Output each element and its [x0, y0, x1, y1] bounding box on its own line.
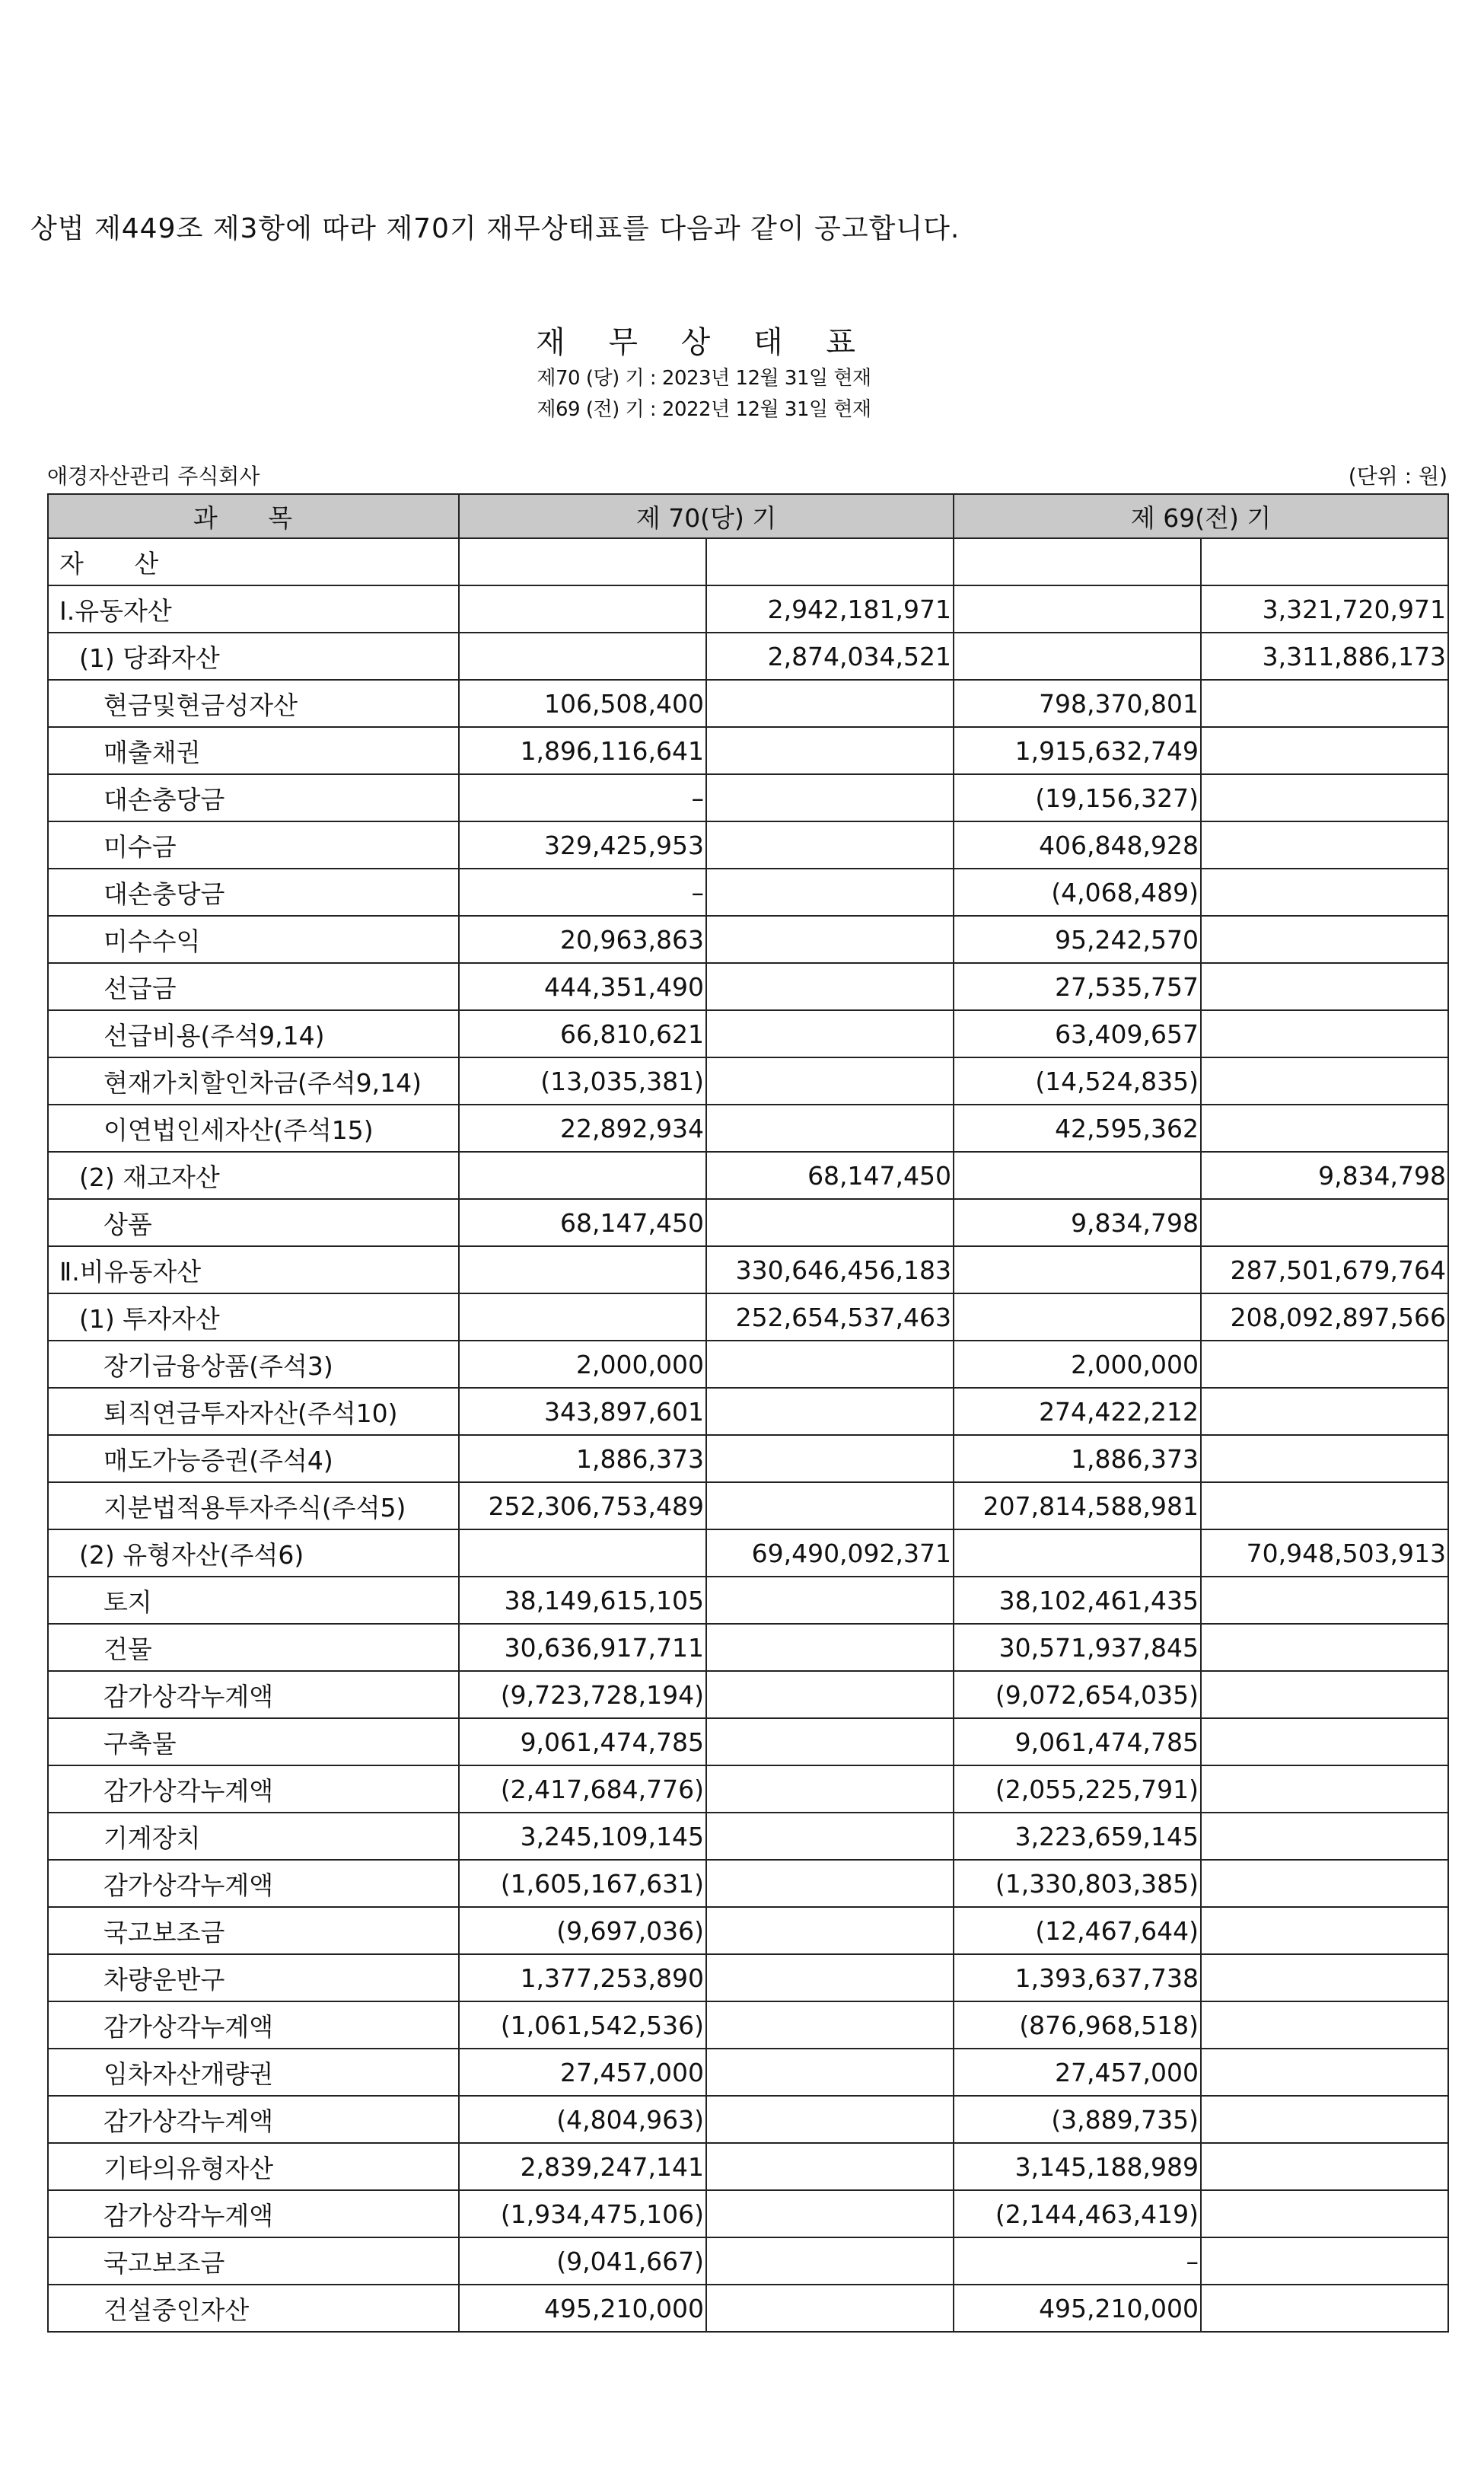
row-label: (2) 유형자산(주석6)	[48, 1529, 459, 1577]
table-row	[48, 1954, 1448, 2001]
row-label: 감가상각누계액	[48, 1765, 459, 1813]
table-row	[48, 1199, 1448, 1246]
current-subtotal-amount	[706, 1718, 954, 1765]
prior-detail-amount: (9,072,654,035)	[954, 1671, 1201, 1718]
row-label: 임차자산개량권	[48, 2049, 459, 2096]
period-prior: 제69 (전) 기 : 2022년 12월 31일 현재	[537, 398, 871, 421]
table-row	[48, 774, 1448, 821]
prior-detail-amount: 42,595,362	[954, 1105, 1201, 1152]
prior-detail-amount: (2,144,463,419)	[954, 2190, 1201, 2237]
prior-subtotal-amount	[1201, 2096, 1448, 2143]
row-label: 기계장치	[48, 1813, 459, 1860]
prior-subtotal-amount	[1201, 774, 1448, 821]
current-subtotal-amount	[706, 2143, 954, 2190]
table-row	[48, 2049, 1448, 2096]
prior-subtotal-amount	[1201, 1860, 1448, 1907]
table-row	[48, 2285, 1448, 2332]
prior-subtotal-amount	[1201, 821, 1448, 869]
table-row	[48, 1718, 1448, 1765]
table-row	[48, 1341, 1448, 1388]
row-label: 퇴직연금투자자산(주석10)	[48, 1388, 459, 1435]
row-label: 이연법인세자산(주석15)	[48, 1105, 459, 1152]
prior-detail-amount: 495,210,000	[954, 2285, 1201, 2332]
row-label: 건설중인자산	[48, 2285, 459, 2332]
prior-detail-amount: 9,834,798	[954, 1199, 1201, 1246]
current-detail-amount	[459, 1529, 706, 1577]
table-row	[48, 1388, 1448, 1435]
current-subtotal-amount	[706, 1199, 954, 1246]
prior-subtotal-amount	[1201, 680, 1448, 727]
row-label: 미수금	[48, 821, 459, 869]
current-detail-amount: (1,605,167,631)	[459, 1860, 706, 1907]
row-label: 대손충당금	[48, 774, 459, 821]
prior-subtotal-amount	[1201, 1010, 1448, 1057]
prior-subtotal-amount	[1201, 1624, 1448, 1671]
table-row	[48, 1293, 1448, 1341]
prior-detail-amount: 27,457,000	[954, 2049, 1201, 2096]
current-detail-amount: 495,210,000	[459, 2285, 706, 2332]
row-label: 현금및현금성자산	[48, 680, 459, 727]
prior-subtotal-amount	[1201, 1199, 1448, 1246]
current-subtotal-amount	[706, 2049, 954, 2096]
current-detail-amount: (1,934,475,106)	[459, 2190, 706, 2237]
current-subtotal-amount: 252,654,537,463	[706, 1293, 954, 1341]
current-subtotal-amount	[706, 2001, 954, 2049]
current-subtotal-amount	[706, 1010, 954, 1057]
public-notice-text: 상법 제449조 제3항에 따라 제70기 재무상태표를 다음과 같이 공고합니다.	[30, 213, 960, 244]
prior-subtotal-amount	[1201, 1813, 1448, 1860]
table-row	[48, 1577, 1448, 1624]
current-detail-amount: 38,149,615,105	[459, 1577, 706, 1624]
prior-detail-amount: (14,524,835)	[954, 1057, 1201, 1105]
current-subtotal-amount	[706, 727, 954, 774]
table-row	[48, 680, 1448, 727]
prior-detail-amount	[954, 538, 1201, 585]
row-label: 국고보조금	[48, 2237, 459, 2285]
table-row	[48, 2190, 1448, 2237]
prior-detail-amount: (4,068,489)	[954, 869, 1201, 916]
row-label: 감가상각누계액	[48, 1671, 459, 1718]
document-title: 재 무 상 태 표	[535, 325, 873, 360]
row-label: 선급금	[48, 963, 459, 1010]
current-subtotal-amount	[706, 1860, 954, 1907]
current-detail-amount: (4,804,963)	[459, 2096, 706, 2143]
prior-subtotal-amount	[1201, 1577, 1448, 1624]
prior-subtotal-amount	[1201, 916, 1448, 963]
prior-detail-amount	[954, 1152, 1201, 1199]
prior-subtotal-amount	[1201, 2190, 1448, 2237]
table-row	[48, 1671, 1448, 1718]
row-label: 감가상각누계액	[48, 1860, 459, 1907]
prior-detail-amount: 63,409,657	[954, 1010, 1201, 1057]
row-label: 기타의유형자산	[48, 2143, 459, 2190]
prior-subtotal-amount: 3,321,720,971	[1201, 585, 1448, 633]
prior-detail-amount: 3,145,188,989	[954, 2143, 1201, 2190]
row-label: Ⅰ.유동자산	[48, 585, 459, 633]
current-detail-amount: (2,417,684,776)	[459, 1765, 706, 1813]
prior-subtotal-amount: 3,311,886,173	[1201, 633, 1448, 680]
current-detail-amount: 343,897,601	[459, 1388, 706, 1435]
header-prior-period: 제 69(전) 기	[954, 494, 1448, 538]
prior-subtotal-amount	[1201, 1671, 1448, 1718]
row-label: 토지	[48, 1577, 459, 1624]
row-label: 감가상각누계액	[48, 2190, 459, 2237]
prior-subtotal-amount	[1201, 1057, 1448, 1105]
current-detail-amount: 1,886,373	[459, 1435, 706, 1482]
current-detail-amount: –	[459, 774, 706, 821]
current-detail-amount	[459, 538, 706, 585]
current-detail-amount: 1,377,253,890	[459, 1954, 706, 2001]
prior-subtotal-amount	[1201, 1435, 1448, 1482]
table-row	[48, 963, 1448, 1010]
prior-detail-amount: (876,968,518)	[954, 2001, 1201, 2049]
company-name: 애경자산관리 주식회사	[47, 464, 260, 489]
table-row	[48, 1152, 1448, 1199]
prior-subtotal-amount	[1201, 1765, 1448, 1813]
table-row	[48, 1057, 1448, 1105]
prior-subtotal-amount	[1201, 1907, 1448, 1954]
current-subtotal-amount	[706, 2237, 954, 2285]
table-row	[48, 1482, 1448, 1529]
current-detail-amount: (9,697,036)	[459, 1907, 706, 1954]
current-subtotal-amount: 2,874,034,521	[706, 633, 954, 680]
table-row	[48, 2237, 1448, 2285]
table-row	[48, 1624, 1448, 1671]
row-label: 자 산	[48, 538, 459, 585]
prior-subtotal-amount: 70,948,503,913	[1201, 1529, 1448, 1577]
row-label: (1) 투자자산	[48, 1293, 459, 1341]
current-subtotal-amount	[706, 1105, 954, 1152]
prior-detail-amount: 274,422,212	[954, 1388, 1201, 1435]
row-label: (2) 재고자산	[48, 1152, 459, 1199]
current-detail-amount: (1,061,542,536)	[459, 2001, 706, 2049]
prior-subtotal-amount	[1201, 2143, 1448, 2190]
table-row	[48, 1813, 1448, 1860]
current-subtotal-amount: 68,147,450	[706, 1152, 954, 1199]
table-row	[48, 1246, 1448, 1293]
current-subtotal-amount	[706, 1341, 954, 1388]
prior-detail-amount: 1,915,632,749	[954, 727, 1201, 774]
prior-detail-amount: 2,000,000	[954, 1341, 1201, 1388]
prior-subtotal-amount: 287,501,679,764	[1201, 1246, 1448, 1293]
current-detail-amount: 444,351,490	[459, 963, 706, 1010]
current-subtotal-amount	[706, 2096, 954, 2143]
table-row	[48, 821, 1448, 869]
current-subtotal-amount: 330,646,456,183	[706, 1246, 954, 1293]
table-row	[48, 633, 1448, 680]
table-row	[48, 1010, 1448, 1057]
prior-subtotal-amount	[1201, 1388, 1448, 1435]
row-label: 상품	[48, 1199, 459, 1246]
table-row	[48, 1765, 1448, 1813]
current-subtotal-amount	[706, 1435, 954, 1482]
prior-detail-amount: 1,886,373	[954, 1435, 1201, 1482]
table-row	[48, 2143, 1448, 2190]
current-detail-amount: 252,306,753,489	[459, 1482, 706, 1529]
current-subtotal-amount	[706, 538, 954, 585]
current-detail-amount: (9,041,667)	[459, 2237, 706, 2285]
current-subtotal-amount: 2,942,181,971	[706, 585, 954, 633]
row-label: 감가상각누계액	[48, 2096, 459, 2143]
prior-detail-amount	[954, 633, 1201, 680]
current-detail-amount	[459, 585, 706, 633]
current-subtotal-amount	[706, 2190, 954, 2237]
row-label: 장기금융상품(주석3)	[48, 1341, 459, 1388]
row-label: 국고보조금	[48, 1907, 459, 1954]
prior-subtotal-amount: 9,834,798	[1201, 1152, 1448, 1199]
prior-detail-amount: 9,061,474,785	[954, 1718, 1201, 1765]
prior-subtotal-amount	[1201, 1954, 1448, 2001]
current-subtotal-amount	[706, 1577, 954, 1624]
prior-detail-amount: (3,889,735)	[954, 2096, 1201, 2143]
prior-subtotal-amount	[1201, 538, 1448, 585]
prior-detail-amount: 30,571,937,845	[954, 1624, 1201, 1671]
prior-detail-amount: (12,467,644)	[954, 1907, 1201, 1954]
prior-subtotal-amount	[1201, 1482, 1448, 1529]
table-row	[48, 585, 1448, 633]
table-row	[48, 2001, 1448, 2049]
table-row	[48, 727, 1448, 774]
current-subtotal-amount	[706, 774, 954, 821]
table-row	[48, 916, 1448, 963]
prior-detail-amount: (19,156,327)	[954, 774, 1201, 821]
current-detail-amount: –	[459, 869, 706, 916]
current-detail-amount	[459, 1293, 706, 1341]
current-detail-amount: 2,000,000	[459, 1341, 706, 1388]
current-detail-amount: (9,723,728,194)	[459, 1671, 706, 1718]
row-label: 대손충당금	[48, 869, 459, 916]
current-subtotal-amount: 69,490,092,371	[706, 1529, 954, 1577]
current-detail-amount: 30,636,917,711	[459, 1624, 706, 1671]
row-label: 지분법적용투자주식(주석5)	[48, 1482, 459, 1529]
prior-detail-amount: –	[954, 2237, 1201, 2285]
prior-detail-amount: (2,055,225,791)	[954, 1765, 1201, 1813]
prior-subtotal-amount	[1201, 2285, 1448, 2332]
current-subtotal-amount	[706, 821, 954, 869]
current-detail-amount: 22,892,934	[459, 1105, 706, 1152]
prior-detail-amount: 207,814,588,981	[954, 1482, 1201, 1529]
prior-detail-amount: 1,393,637,738	[954, 1954, 1201, 2001]
current-subtotal-amount	[706, 1954, 954, 2001]
prior-subtotal-amount	[1201, 869, 1448, 916]
header-current-period: 제 70(당) 기	[459, 494, 954, 538]
prior-subtotal-amount	[1201, 1341, 1448, 1388]
unit-label: (단위 : 원)	[1348, 464, 1447, 489]
current-detail-amount: 3,245,109,145	[459, 1813, 706, 1860]
current-subtotal-amount	[706, 1813, 954, 1860]
current-detail-amount	[459, 633, 706, 680]
current-subtotal-amount	[706, 2285, 954, 2332]
period-current: 제70 (당) 기 : 2023년 12월 31일 현재	[537, 367, 871, 390]
prior-subtotal-amount	[1201, 727, 1448, 774]
prior-detail-amount	[954, 585, 1201, 633]
prior-detail-amount	[954, 1529, 1201, 1577]
current-subtotal-amount	[706, 963, 954, 1010]
row-label: 구축물	[48, 1718, 459, 1765]
current-detail-amount: 329,425,953	[459, 821, 706, 869]
prior-detail-amount	[954, 1246, 1201, 1293]
current-detail-amount: 66,810,621	[459, 1010, 706, 1057]
current-detail-amount	[459, 1152, 706, 1199]
current-subtotal-amount	[706, 1765, 954, 1813]
prior-subtotal-amount: 208,092,897,566	[1201, 1293, 1448, 1341]
row-label: 차량운반구	[48, 1954, 459, 2001]
current-subtotal-amount	[706, 1671, 954, 1718]
current-subtotal-amount	[706, 1624, 954, 1671]
prior-detail-amount	[954, 1293, 1201, 1341]
row-label: 매출채권	[48, 727, 459, 774]
prior-detail-amount: (1,330,803,385)	[954, 1860, 1201, 1907]
prior-detail-amount: 27,535,757	[954, 963, 1201, 1010]
current-detail-amount: 27,457,000	[459, 2049, 706, 2096]
prior-subtotal-amount	[1201, 2049, 1448, 2096]
row-label: (1) 당좌자산	[48, 633, 459, 680]
prior-subtotal-amount	[1201, 2001, 1448, 2049]
current-detail-amount: 9,061,474,785	[459, 1718, 706, 1765]
prior-detail-amount: 3,223,659,145	[954, 1813, 1201, 1860]
current-detail-amount: 2,839,247,141	[459, 2143, 706, 2190]
row-label: 건물	[48, 1624, 459, 1671]
prior-detail-amount: 798,370,801	[954, 680, 1201, 727]
current-detail-amount: 1,896,116,641	[459, 727, 706, 774]
table-row	[48, 869, 1448, 916]
prior-subtotal-amount	[1201, 963, 1448, 1010]
table-row	[48, 2096, 1448, 2143]
prior-detail-amount: 95,242,570	[954, 916, 1201, 963]
current-detail-amount: 20,963,863	[459, 916, 706, 963]
current-detail-amount	[459, 1246, 706, 1293]
row-label: 선급비용(주석9,14)	[48, 1010, 459, 1057]
prior-detail-amount: 406,848,928	[954, 821, 1201, 869]
row-label: 현재가치할인차금(주석9,14)	[48, 1057, 459, 1105]
table-row	[48, 538, 1448, 585]
header-item: 과 목	[48, 494, 459, 538]
prior-subtotal-amount	[1201, 1718, 1448, 1765]
current-detail-amount: 106,508,400	[459, 680, 706, 727]
table-header-row	[48, 494, 1448, 538]
table-row	[48, 1435, 1448, 1482]
prior-subtotal-amount	[1201, 1105, 1448, 1152]
prior-detail-amount: 38,102,461,435	[954, 1577, 1201, 1624]
current-subtotal-amount	[706, 916, 954, 963]
row-label: 매도가능증권(주석4)	[48, 1435, 459, 1482]
current-subtotal-amount	[706, 869, 954, 916]
current-subtotal-amount	[706, 1907, 954, 1954]
current-subtotal-amount	[706, 1388, 954, 1435]
current-subtotal-amount	[706, 1482, 954, 1529]
current-detail-amount: 68,147,450	[459, 1199, 706, 1246]
row-label: Ⅱ.비유동자산	[48, 1246, 459, 1293]
table-body	[48, 538, 1448, 2332]
table-row	[48, 1907, 1448, 1954]
table-row	[48, 1105, 1448, 1152]
table-row	[48, 1529, 1448, 1577]
current-subtotal-amount	[706, 1057, 954, 1105]
current-detail-amount: (13,035,381)	[459, 1057, 706, 1105]
balance-sheet-table	[47, 493, 1449, 2333]
prior-subtotal-amount	[1201, 2237, 1448, 2285]
row-label: 미수수익	[48, 916, 459, 963]
row-label: 감가상각누계액	[48, 2001, 459, 2049]
current-subtotal-amount	[706, 680, 954, 727]
table-row	[48, 1860, 1448, 1907]
